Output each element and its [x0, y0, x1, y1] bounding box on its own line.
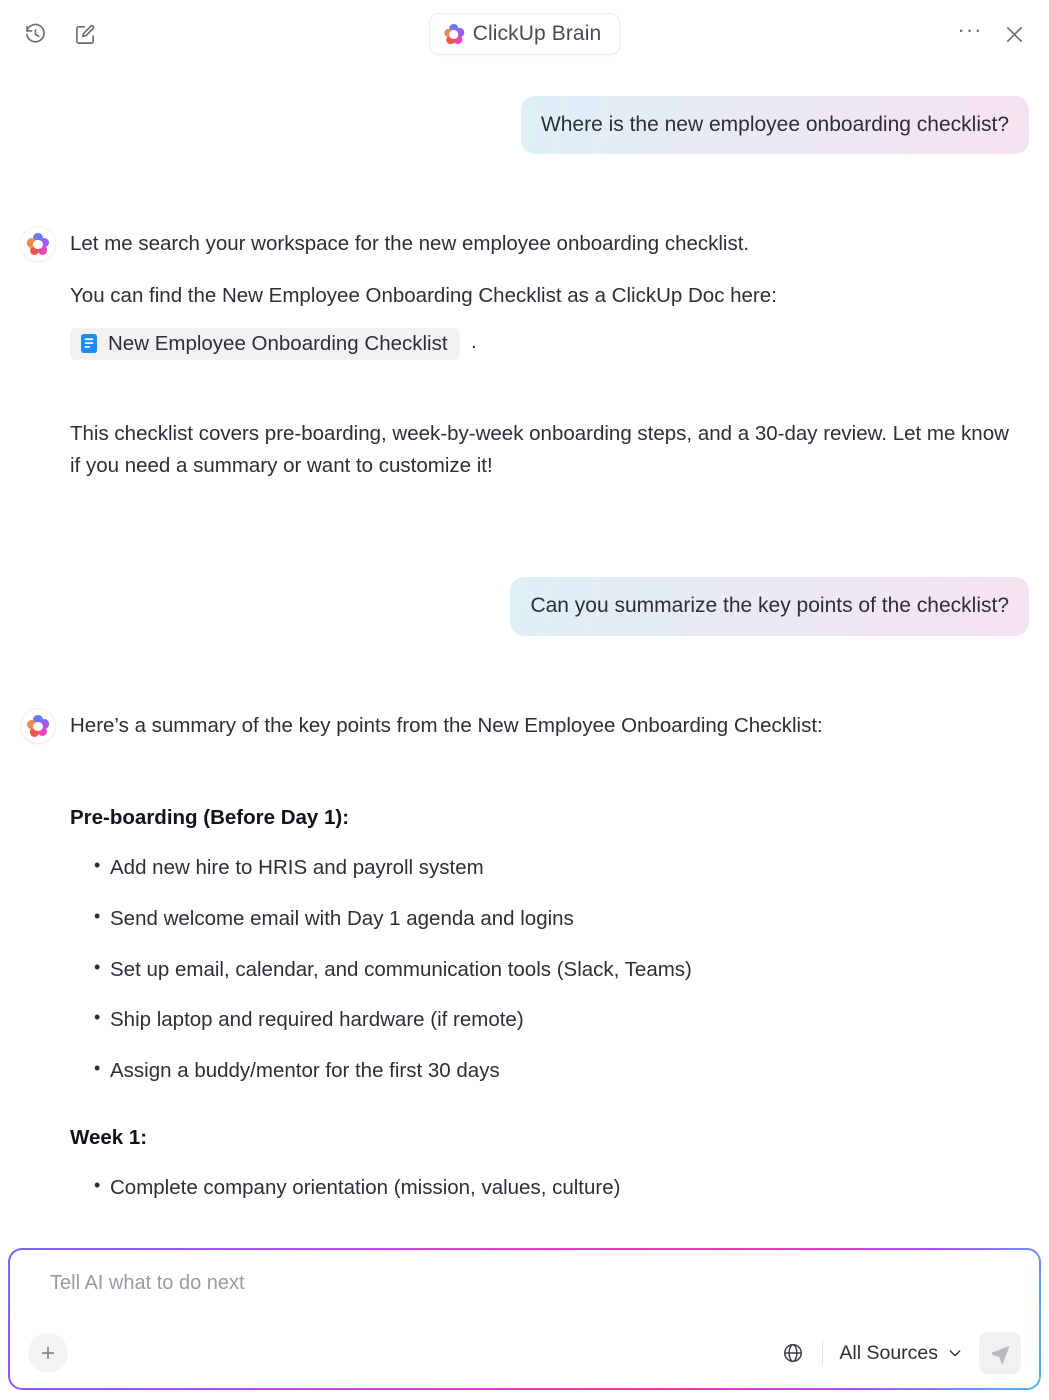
sources-selector[interactable] — [837, 1338, 965, 1369]
composer-right-controls — [778, 1332, 1021, 1374]
sources-label: All Sources — [839, 1341, 938, 1364]
header-right-actions — [955, 19, 1029, 49]
bullet-list — [70, 854, 1029, 1085]
composer-area — [0, 1248, 1049, 1400]
send-button[interactable] — [979, 1332, 1021, 1374]
assistant-avatar — [20, 708, 56, 744]
clickup-brain-logo-icon — [27, 715, 49, 737]
summary-section — [70, 804, 1029, 1086]
doc-chip-row — [70, 328, 1029, 360]
composer-inner — [10, 1250, 1039, 1388]
chat-message-assistant — [20, 226, 1029, 481]
list-item: • Send welcome email with Day 1 agenda and logins — [70, 905, 1029, 934]
user-message-bubble: Can you summarize the key points of the checklist? — [510, 577, 1029, 635]
chat-message-user — [20, 577, 1029, 635]
list-item: • Assign a buddy/mentor for the first 30 days — [70, 1057, 1029, 1086]
chevron-down-icon — [947, 1345, 963, 1361]
chat-transcript[interactable] — [0, 68, 1049, 1248]
assistant-message-body — [70, 708, 1029, 1225]
send-icon — [989, 1342, 1012, 1365]
doc-chip-label: New Employee Onboarding Checklist — [108, 331, 448, 355]
section-heading: Week 1: — [70, 1125, 148, 1149]
more-options-icon[interactable] — [955, 19, 985, 49]
assistant-avatar — [20, 226, 56, 262]
close-icon[interactable] — [999, 19, 1029, 49]
section-heading: Pre-boarding (Before Day 1): — [70, 805, 350, 829]
bullet-list — [70, 1174, 1029, 1203]
clickup-brain-logo-icon — [444, 24, 464, 44]
list-item: • Add new hire to HRIS and payroll system — [70, 854, 1029, 883]
list-item: • Ship laptop and required hardware (if remote) — [70, 1006, 1029, 1035]
user-message-bubble: Where is the new employee onboarding checklist? — [521, 96, 1029, 154]
panel-header — [0, 0, 1049, 68]
assistant-closing-paragraph: This checklist covers pre-boarding, week-by-week onboarding steps, and a 30-day review. Let me know if you need a summary or want to customize it! — [70, 421, 1009, 477]
assistant-paragraph: You can find the New Employee Onboarding Checklist as a ClickUp Doc here: — [70, 284, 777, 308]
summary-section — [70, 1124, 1029, 1203]
assistant-intro-paragraph: Here’s a summary of the key points from the New Employee Onboarding Checklist: — [70, 713, 823, 737]
plus-icon — [38, 1343, 58, 1363]
more-options-label: ··· — [957, 17, 983, 42]
toolbar-divider — [822, 1340, 823, 1366]
chat-message-user — [20, 96, 1029, 154]
assistant-message-body — [70, 226, 1029, 481]
brain-title-chip[interactable] — [429, 13, 621, 55]
doc-icon — [80, 333, 98, 354]
sentence-period: . — [471, 330, 477, 354]
page-title: ClickUp Brain — [472, 22, 602, 45]
compose-icon[interactable] — [70, 19, 100, 49]
chat-message-assistant — [20, 708, 1029, 1225]
composer-toolbar — [28, 1332, 1021, 1374]
assistant-paragraph: Let me search your workspace for the new employee onboarding checklist. — [70, 232, 750, 256]
header-left-actions — [20, 19, 100, 49]
composer-gradient-border — [8, 1248, 1041, 1390]
clickup-brain-logo-icon — [27, 233, 49, 255]
history-icon[interactable] — [20, 19, 50, 49]
prompt-input[interactable]: Tell AI what to do next — [50, 1272, 245, 1294]
list-item: • Complete company orientation (mission, values, culture) — [70, 1174, 1029, 1203]
list-item: • Set up email, calendar, and communication tools (Slack, Teams) — [70, 956, 1029, 985]
doc-link-chip[interactable] — [70, 328, 460, 360]
globe-icon[interactable] — [778, 1338, 808, 1368]
add-attachment-button[interactable] — [28, 1333, 68, 1373]
